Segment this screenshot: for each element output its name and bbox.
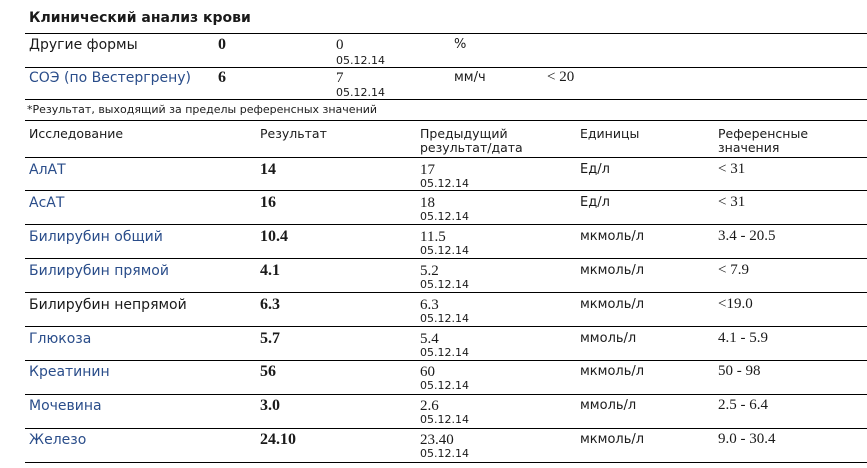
table-row — [25, 429, 867, 463]
unit: Ед/л — [580, 162, 610, 177]
header-prev-line1: Предыдущий — [420, 126, 508, 141]
test-name-link[interactable]: Глюкоза — [29, 331, 92, 347]
previous-value: 7 — [336, 70, 344, 86]
reference-range: < 7.9 — [718, 262, 749, 278]
table-row — [25, 327, 867, 361]
table-row — [25, 395, 867, 429]
unit: ммоль/л — [580, 398, 637, 413]
result-value: 56 — [260, 363, 276, 380]
reference-range: <19.0 — [718, 296, 753, 312]
unit: мкмоль/л — [580, 364, 645, 379]
test-name-link[interactable]: АсАТ — [29, 195, 65, 211]
table-row — [25, 361, 867, 395]
previous-date: 05.12.14 — [420, 312, 469, 325]
previous-date: 05.12.14 — [336, 86, 385, 99]
reference-range: 50 - 98 — [718, 363, 761, 379]
previous-date: 05.12.14 — [420, 278, 469, 291]
previous-value: 11.5 — [420, 229, 446, 245]
header-result: Результат — [260, 126, 327, 141]
test-name-link[interactable]: Железо — [29, 432, 87, 448]
section-title: Клинический анализ крови — [29, 10, 251, 26]
previous-value: 5.4 — [420, 331, 439, 347]
result-value: 0 — [218, 36, 226, 53]
unit: мкмоль/л — [580, 297, 645, 312]
table-row — [25, 293, 867, 327]
result-value: 16 — [260, 194, 276, 211]
reference-range: < 31 — [718, 161, 746, 177]
reference-range: 9.0 - 30.4 — [718, 431, 776, 447]
reference-range: < 31 — [718, 194, 746, 210]
previous-date: 05.12.14 — [420, 210, 469, 223]
result-value: 5.7 — [260, 330, 280, 347]
result-value: 6.3 — [260, 296, 280, 313]
reference-range: 4.1 - 5.9 — [718, 330, 768, 346]
previous-date: 05.12.14 — [420, 177, 469, 190]
previous-date: 05.12.14 — [420, 413, 469, 426]
unit: мкмоль/л — [580, 432, 645, 447]
unit: Ед/л — [580, 195, 610, 210]
header-prev-line2: результат/дата — [420, 140, 523, 155]
previous-date: 05.12.14 — [420, 346, 469, 359]
test-name-link[interactable]: Мочевина — [29, 398, 102, 414]
reference-range: 3.4 - 20.5 — [718, 228, 776, 244]
previous-value: 0 — [336, 37, 344, 53]
unit: % — [454, 37, 467, 52]
result-value: 3.0 — [260, 397, 280, 414]
result-value: 24.10 — [260, 431, 296, 448]
test-name-link[interactable]: СОЭ (по Вестергрену) — [29, 70, 191, 86]
footnote: *Результат, выходящий за пределы референсных значений — [27, 103, 378, 116]
table-row — [25, 33, 867, 68]
result-value: 4.1 — [260, 262, 280, 279]
table-row — [25, 157, 867, 191]
table-row — [25, 259, 867, 293]
previous-date: 05.12.14 — [420, 379, 469, 392]
previous-value: 60 — [420, 364, 435, 380]
previous-value: 23.40 — [420, 432, 454, 448]
unit: мкмоль/л — [580, 263, 645, 278]
reference-range: 2.5 - 6.4 — [718, 397, 768, 413]
test-name: Другие формы — [29, 37, 138, 53]
result-value: 10.4 — [260, 228, 288, 245]
previous-value: 18 — [420, 195, 435, 211]
previous-date: 05.12.14 — [420, 244, 469, 257]
header-reference: Референсные значения — [718, 126, 809, 155]
reference-range: < 20 — [547, 69, 575, 85]
unit: мкмоль/л — [580, 229, 645, 244]
previous-value: 17 — [420, 162, 435, 178]
test-name-link[interactable]: Билирубин общий — [29, 229, 163, 245]
table-row — [25, 191, 867, 225]
unit: ммоль/л — [580, 331, 637, 346]
previous-value: 5.2 — [420, 263, 439, 279]
table-header — [25, 120, 867, 158]
result-value: 14 — [260, 161, 276, 178]
previous-value: 6.3 — [420, 297, 439, 313]
test-name-link[interactable]: Креатинин — [29, 364, 110, 380]
result-value: 6 — [218, 69, 226, 86]
test-name-link[interactable]: Билирубин прямой — [29, 263, 169, 279]
previous-date: 05.12.14 — [336, 54, 385, 67]
test-name-link[interactable]: АлАТ — [29, 162, 66, 178]
table-row — [25, 67, 867, 100]
previous-value: 2.6 — [420, 398, 439, 414]
table-row — [25, 225, 867, 259]
previous-date: 05.12.14 — [420, 447, 469, 460]
header-units: Единицы — [580, 126, 640, 141]
unit: мм/ч — [454, 70, 486, 85]
test-name: Билирубин непрямой — [29, 297, 187, 313]
header-test: Исследование — [29, 126, 124, 141]
